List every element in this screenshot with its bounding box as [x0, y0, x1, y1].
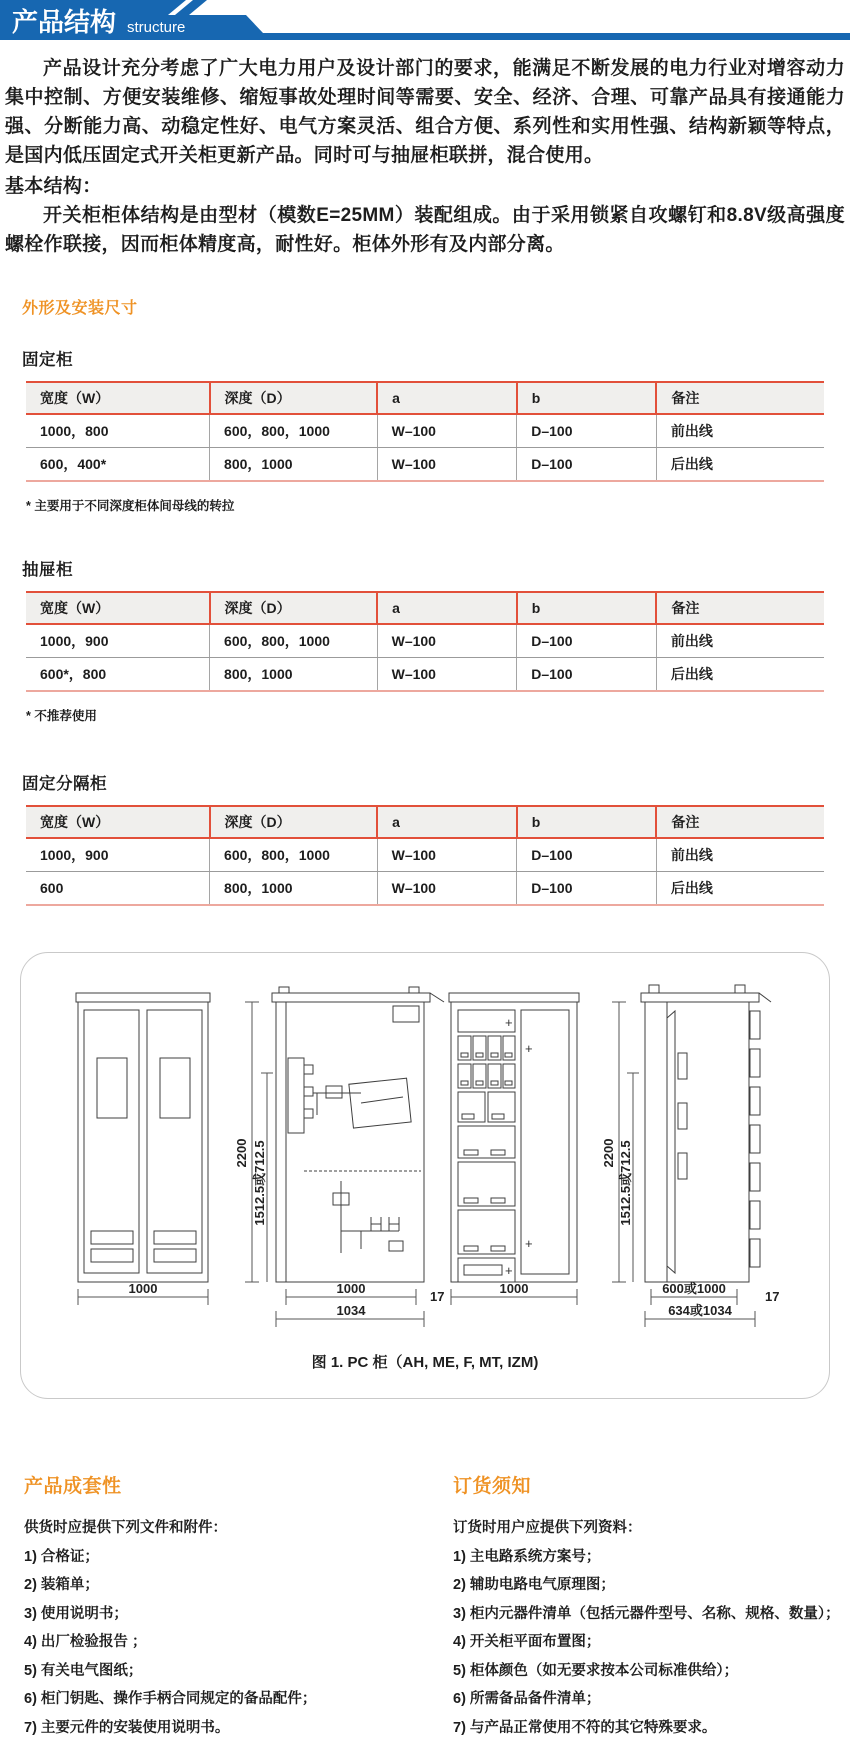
basic-structure-label: 基本结构： — [5, 172, 845, 201]
cell-width: 1000，800 — [26, 414, 210, 448]
dim-side-total-width: 634或1034 — [668, 1303, 732, 1318]
table-row — [26, 624, 824, 658]
cell-a: W–100 — [377, 838, 517, 872]
cell-depth: 800，1000 — [210, 658, 378, 692]
table-row — [26, 414, 824, 448]
column-header: 宽度（W） — [26, 592, 210, 624]
list-item: 7) 与产品正常使用不符的其它特殊要求。 — [453, 1714, 850, 1742]
cell-depth: 800，1000 — [210, 448, 378, 482]
list-item: 3) 柜内元器件清单（包括元器件型号、名称、规格、数量）； — [453, 1600, 850, 1629]
column-header: 备注 — [656, 592, 824, 624]
cell-width: 600 — [26, 872, 210, 906]
cell-width: 1000，900 — [26, 838, 210, 872]
footnote-drawer-cabinet: * 不推荐使用 — [26, 706, 850, 724]
cell-a: W–100 — [377, 448, 517, 482]
section-heading-ordering: 订货须知 — [453, 1471, 850, 1498]
figure-diagram — [21, 953, 829, 1398]
figure-box — [20, 952, 830, 1399]
dim-drawer-width: 1000 — [500, 1281, 529, 1296]
intro-paragraph: 产品设计充分考虑了广大电力用户及设计部门的要求，能满足不断发展的电力行业对增容动力集中控制、方便安装维修、缩短事故处理时间等需要、安全、经济、合理、可靠产品具有接通能力强、分断能力高、动稳定性好、电气方案灵活、组合方便、系列性和实用性强、结构新颖等特点，是国内低压固定式开关柜更新产品。同时可与抽屉柜联拼，混合使用。 — [5, 54, 845, 170]
list-item: 2) 辅助电路电气原理图； — [453, 1571, 850, 1600]
list-item: 1) 主电路系统方案号； — [453, 1543, 850, 1572]
cell-note: 前出线 — [656, 838, 824, 872]
list-item: 6) 所需备品备件清单； — [453, 1685, 850, 1714]
table-row — [26, 448, 824, 482]
table-body — [26, 414, 824, 481]
table-row — [26, 838, 824, 872]
plus-mark: + — [525, 1041, 533, 1056]
column-header: a — [377, 592, 517, 624]
dim-side-height: 2200 — [601, 1139, 616, 1168]
table-caption-fixed-cabinet: 固定柜 — [22, 346, 850, 370]
front-view-drawing — [76, 993, 210, 1305]
cell-a: W–100 — [377, 658, 517, 692]
completeness-list — [24, 1543, 425, 1742]
cell-b: D–100 — [517, 838, 657, 872]
cell-note: 前出线 — [656, 624, 824, 658]
cell-a: W–100 — [377, 872, 517, 906]
column-header: a — [377, 382, 517, 414]
product-completeness-section — [0, 1471, 425, 1742]
column-header: a — [377, 806, 517, 838]
column-header: b — [517, 592, 657, 624]
ordering-list — [453, 1543, 850, 1742]
plus-mark: + — [505, 1263, 513, 1278]
cell-width: 600*，800 — [26, 658, 210, 692]
dim-front-width: 1000 — [129, 1281, 158, 1296]
cell-b: D–100 — [517, 448, 657, 482]
banner-shape — [0, 0, 850, 42]
table-header-row — [26, 806, 824, 838]
column-header: 深度（D） — [210, 592, 378, 624]
section-heading-completeness: 产品成套性 — [24, 1471, 425, 1498]
column-header: 深度（D） — [210, 806, 378, 838]
list-item: 4) 出厂检验报告 ； — [24, 1628, 425, 1657]
completeness-intro: 供货时应提供下列文件和附件： — [24, 1514, 425, 1543]
column-header: 备注 — [656, 806, 824, 838]
cell-width: 1000，900 — [26, 624, 210, 658]
cell-note: 前出线 — [656, 414, 824, 448]
list-item: 1) 合格证； — [24, 1543, 425, 1572]
figure-caption: 图 1. PC 柜（AH, ME, F, MT, IZM) — [312, 1353, 539, 1371]
column-header: 宽度（W） — [26, 806, 210, 838]
dim-section-height: 2200 — [234, 1139, 249, 1168]
list-item: 3) 使用说明书； — [24, 1600, 425, 1629]
list-item: 7) 主要元件的安装使用说明书。 — [24, 1714, 425, 1742]
drawer-view-drawing — [449, 993, 579, 1305]
cell-a: W–100 — [377, 414, 517, 448]
table-header-row — [26, 382, 824, 414]
list-item: 5) 柜体颜色（如无要求按本公司标准供给）； — [453, 1657, 850, 1686]
table-caption-drawer-cabinet: 抽屉柜 — [22, 556, 850, 580]
side-view-drawing — [601, 985, 779, 1327]
cell-width: 600，400* — [26, 448, 210, 482]
cell-b: D–100 — [517, 658, 657, 692]
table-partition-cabinet — [26, 805, 824, 906]
cell-note: 后出线 — [656, 658, 824, 692]
dim-section-offset: 17 — [430, 1289, 444, 1304]
plus-mark: + — [505, 1015, 513, 1030]
bottom-section — [0, 1471, 850, 1742]
column-header: b — [517, 806, 657, 838]
cell-a: W–100 — [377, 624, 517, 658]
cell-note: 后出线 — [656, 872, 824, 906]
dim-section-total-width: 1034 — [337, 1303, 367, 1318]
column-header: 深度（D） — [210, 382, 378, 414]
column-header: b — [517, 382, 657, 414]
table-header-row — [26, 592, 824, 624]
list-item: 6) 柜门钥匙、操作手柄合同规定的备品配件； — [24, 1685, 425, 1714]
cell-depth: 800，1000 — [210, 872, 378, 906]
table-fixed-cabinet — [26, 381, 824, 482]
dim-section-width: 1000 — [337, 1281, 366, 1296]
page-subtitle: structure — [127, 19, 185, 36]
cell-depth: 600，800，1000 — [210, 624, 378, 658]
list-item: 4) 开关柜平面布置图； — [453, 1628, 850, 1657]
list-item: 2) 装箱单； — [24, 1571, 425, 1600]
list-item: 5) 有关电气图纸； — [24, 1657, 425, 1686]
dim-section-inner-height: 1512.5或712.5 — [252, 1140, 267, 1225]
table-body — [26, 838, 824, 905]
page-title: 产品结构 — [12, 7, 116, 37]
section-view-drawing — [234, 987, 444, 1327]
cell-b: D–100 — [517, 872, 657, 906]
ordering-notes-section — [425, 1471, 850, 1742]
ordering-intro: 订货时用户应提供下列资料： — [453, 1514, 850, 1543]
basic-structure-paragraph: 开关柜柜体结构是由型材（模数E=25MM）装配组成。由于采用锁紧自攻螺钉和8.8V级高强度螺栓作联接，因而柜体精度高，耐性好。柜体外形有及内部分离。 — [5, 201, 845, 259]
column-header: 宽度（W） — [26, 382, 210, 414]
cell-depth: 600，800，1000 — [210, 414, 378, 448]
cell-depth: 600，800，1000 — [210, 838, 378, 872]
table-body — [26, 624, 824, 691]
plus-mark: + — [525, 1236, 533, 1251]
section-heading-dimensions: 外形及安装尺寸 — [22, 295, 850, 318]
table-caption-partition-cabinet: 固定分隔柜 — [22, 770, 850, 794]
table-row — [26, 658, 824, 692]
cell-b: D–100 — [517, 414, 657, 448]
table-row — [26, 872, 824, 906]
column-header: 备注 — [656, 382, 824, 414]
page-header-banner — [0, 0, 850, 42]
table-drawer-cabinet — [26, 591, 824, 692]
cell-note: 后出线 — [656, 448, 824, 482]
cell-b: D–100 — [517, 624, 657, 658]
dim-side-inner-height: 1512.5或712.5 — [618, 1140, 633, 1225]
dim-side-offset: 17 — [765, 1289, 779, 1304]
footnote-fixed-cabinet: * 主要用于不同深度柜体间母线的转拉 — [26, 496, 850, 514]
dim-side-width: 600或1000 — [662, 1281, 726, 1296]
